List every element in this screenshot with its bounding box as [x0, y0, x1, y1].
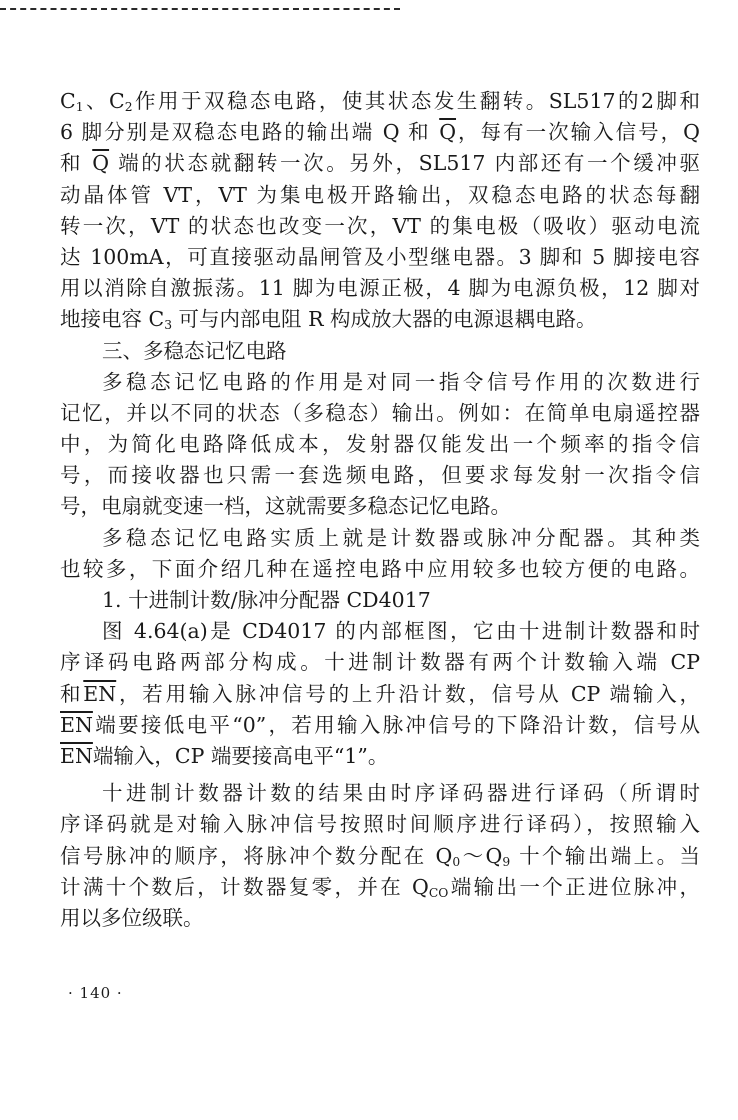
- overlined-symbol: $\overline{EN}$: [60, 712, 93, 737]
- text-run: ，每有一次输入信号，Q: [456, 120, 700, 145]
- text-line: [60, 117, 700, 148]
- text-run: ，若用输入脉冲信号的上升沿计数，信号从 CP 端输入，: [116, 681, 700, 706]
- text-line: [60, 429, 700, 460]
- text-run: 端的状态就翻转一次。另外，SL517 内部还有一个缓冲驱: [109, 151, 700, 176]
- subscript: CO: [428, 885, 449, 900]
- text-run: 和: [60, 151, 93, 176]
- overlined-symbol: $\overline{Q}$: [439, 120, 457, 145]
- text-run: 也较多，下面介绍几种在遥控电路中应用较多也较方便的电路。: [60, 556, 700, 581]
- text-run: 序译码就是对输入脉冲信号按照时间顺序进行译码），按照输入: [60, 812, 700, 837]
- body-text: [60, 86, 700, 934]
- text-run: 三、多稳态记忆电路: [102, 338, 287, 363]
- text-line: [60, 367, 700, 398]
- text-line: [60, 809, 700, 840]
- section-heading: [60, 336, 700, 367]
- text-line: [60, 710, 700, 741]
- text-run: 多稳态记忆电路的作用是对同一指令信号作用的次数进行: [102, 369, 700, 394]
- text-line: [60, 679, 700, 710]
- text-run: 多稳态记忆电路实质上就是计数器或脉冲分配器。其种类: [102, 525, 700, 550]
- text-run: 地接电容 C: [60, 307, 165, 332]
- text-line: [60, 647, 700, 678]
- text-line: [60, 180, 700, 211]
- text-run: 可与内部电阻 R 构成放大器的电源退耦电路。: [172, 307, 597, 332]
- text-run: 序译码电路两部分构成。十进制计数器有两个计数输入端 CP: [60, 650, 700, 675]
- text-run: 十个输出端上。当: [510, 843, 700, 868]
- top-dashed-rule: [0, 8, 400, 10]
- text-line: [60, 304, 700, 335]
- text-line: [60, 491, 700, 522]
- text-run: 6 脚分别是双稳态电路的输出端 Q 和: [60, 120, 440, 145]
- text-line: [60, 211, 700, 242]
- text-run: 号，电扇就变速一档，这就需要多稳态记忆电路。: [60, 494, 511, 519]
- text-run: 用以多位级联。: [60, 905, 204, 930]
- subscript: 9: [502, 854, 511, 869]
- text-line: [60, 554, 700, 585]
- page-number: · 140 ·: [68, 984, 123, 1002]
- text-line: [60, 872, 700, 903]
- subscript: 1: [75, 100, 84, 115]
- text-run: 记忆，并以不同的状态（多稳态）输出。例如：在简单电扇遥控器: [60, 400, 700, 425]
- overlined-symbol: $\overline{EN}$: [83, 681, 117, 706]
- text-run: 、C: [83, 89, 125, 113]
- text-line: [60, 903, 700, 934]
- text-line: [60, 398, 700, 429]
- text-line: [60, 273, 700, 304]
- text-line: [60, 460, 700, 491]
- text-run: 端输入，CP 端要接高电平“1”。: [92, 743, 389, 768]
- subsection-heading: [60, 585, 700, 616]
- text-line: [60, 778, 700, 809]
- text-run: 图 4.64(a)是 CD4017 的内部框图，它由十进制计数器和时: [102, 619, 700, 644]
- text-run: 端输出一个正进位脉冲，: [448, 874, 701, 899]
- text-run: 中，为简化电路降低成本，发射器仅能发出一个频率的指令信: [60, 432, 700, 457]
- subscript: 3: [164, 318, 173, 333]
- text-line: [60, 242, 700, 273]
- text-run: 和: [60, 681, 84, 706]
- text-run: 号，而接收器也只需一套选频电路，但要求每发射一次指令信: [60, 463, 700, 488]
- text-run: 转一次，VT 的状态也改变一次，VT 的集电极（吸收）驱动电流: [60, 213, 700, 238]
- text-run: 端要接低电平“0”，若用输入脉冲信号的下降沿计数，信号从: [92, 712, 700, 737]
- text-run: 信号脉冲的顺序，将脉冲个数分配在 Q: [60, 843, 453, 868]
- text-run: C: [60, 89, 76, 113]
- text-run: 用以消除自激振荡。11 脚为电源正极，4 脚为电源负极，12 脚对: [60, 276, 700, 301]
- overlined-symbol: $\overline{Q}$: [92, 151, 110, 176]
- text-line: [60, 523, 700, 554]
- overlined-symbol: $\overline{EN}$: [60, 743, 93, 768]
- text-run: 计满十个数后，计数器复零，并在 Q: [60, 874, 429, 899]
- text-line: [60, 86, 700, 117]
- text-line: [60, 841, 700, 872]
- subscript: 2: [124, 100, 133, 115]
- text-run: ～Q: [460, 843, 503, 868]
- text-run: 作用于双稳态电路，使其状态发生翻转。SL517的2脚和: [132, 89, 701, 113]
- text-run: 十进制计数器计数的结果由时序译码器进行译码（所谓时: [102, 781, 700, 806]
- text-run: 达 100mA，可直接驱动晶闸管及小型继电器。3 脚和 5 脚接电容: [60, 244, 700, 269]
- text-line: [60, 741, 700, 772]
- text-run: 1. 十进制计数/脉冲分配器 CD4017: [102, 588, 431, 612]
- subscript: 0: [452, 854, 461, 869]
- text-line: [60, 616, 700, 647]
- text-run: 动晶体管 VT，VT 为集电极开路输出，双稳态电路的状态每翻: [60, 182, 700, 207]
- text-line: [60, 148, 700, 179]
